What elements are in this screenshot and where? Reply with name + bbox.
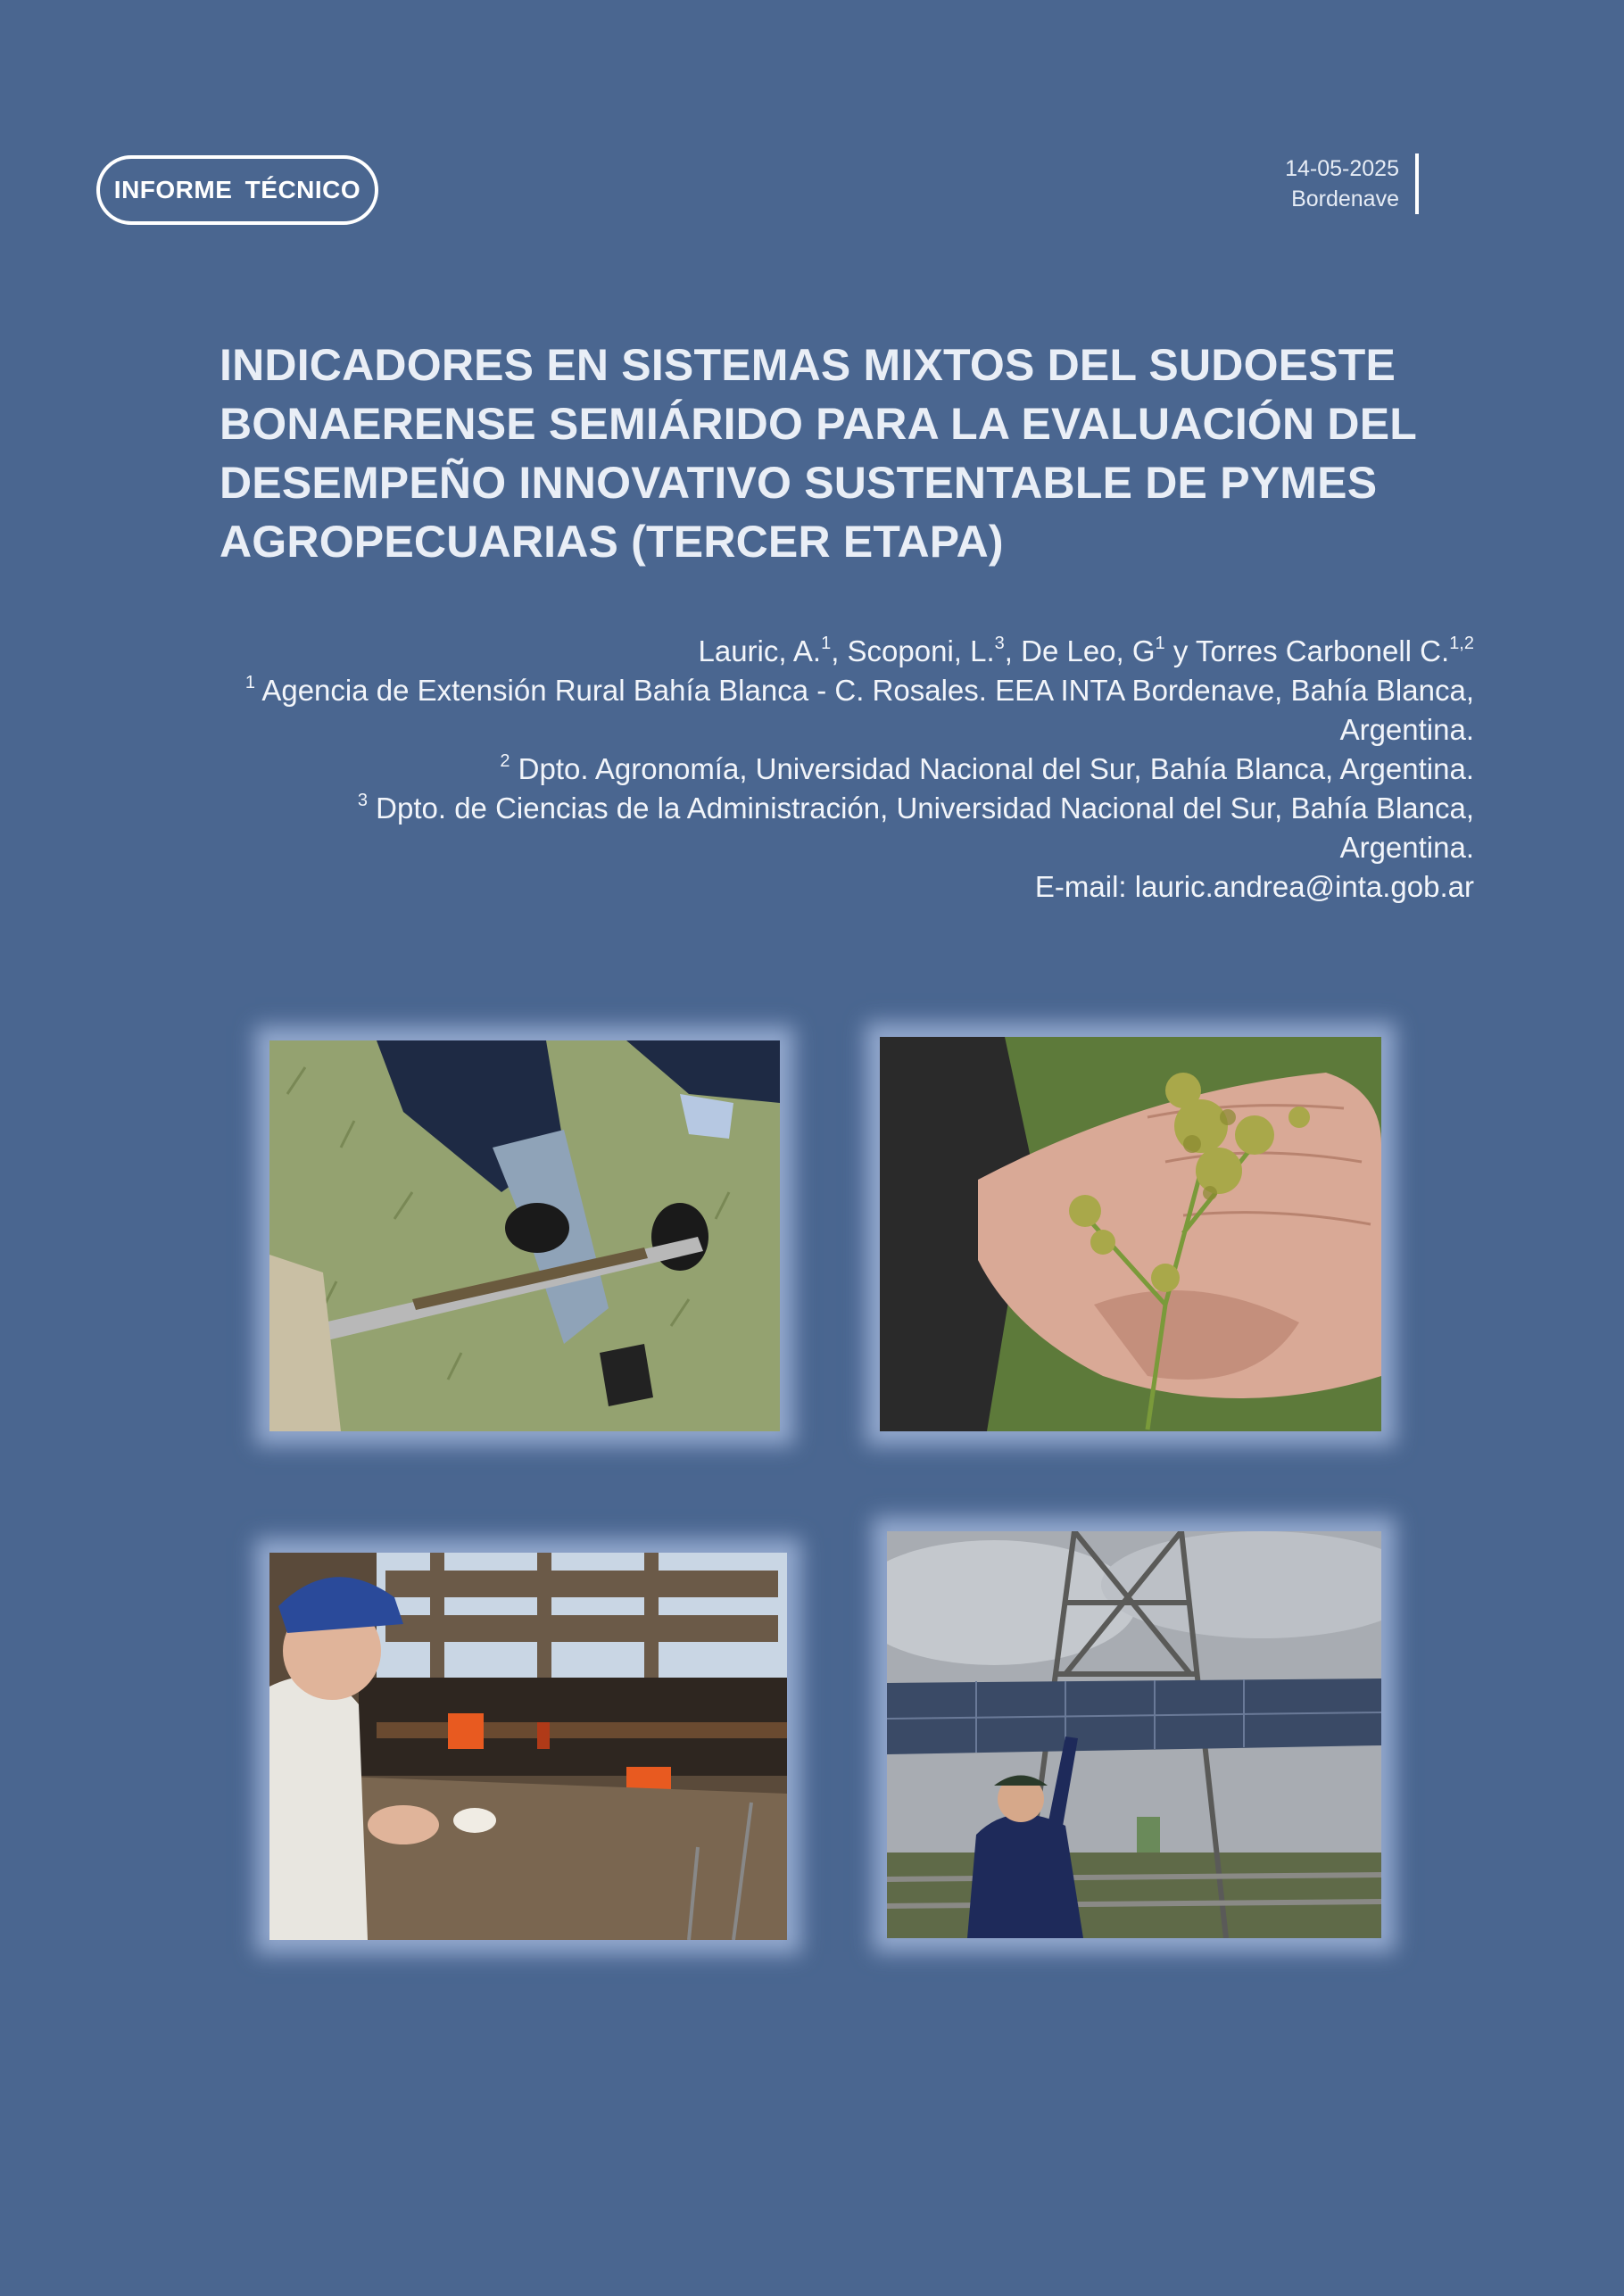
soil-sampling-illustration: [269, 1040, 780, 1431]
author-name: Lauric, A.: [698, 634, 822, 667]
author-affiliation-mark: 1: [821, 634, 832, 653]
photo-soil-sampling: [269, 1040, 780, 1431]
author-affiliation-mark: 1: [1155, 634, 1165, 653]
author-name: y Torres Carbonell C.: [1164, 634, 1450, 667]
affiliation-text: Dpto. Agronomía, Universidad Nacional del Sur, Bahía Blanca, Argentina.: [510, 752, 1474, 785]
photo-cattle-equipment: [269, 1553, 787, 1940]
affiliation-2: [225, 750, 1474, 789]
contact-email: E-mail: lauric.andrea@inta.gob.ar: [1034, 870, 1474, 903]
affiliation-mark: 3: [357, 791, 368, 810]
report-type-badge: INFORME TÉCNICO: [96, 155, 378, 225]
affiliation-text: Agencia de Extensión Rural Bahía Blanca - C. Rosales. EEA INTA Bordenave, Bahía Blanca, Argentina.: [254, 674, 1474, 746]
cattle-equipment-illustration: [269, 1553, 787, 1940]
photo-plant-in-hand: [880, 1037, 1381, 1431]
author-line: [225, 632, 1474, 671]
author-affiliation-mark: 1,2: [1449, 634, 1474, 653]
author-name: , Scoponi, L.: [831, 634, 995, 667]
affiliation-3: [225, 789, 1474, 867]
affiliation-1: [225, 671, 1474, 750]
date-location-block: [1285, 153, 1419, 214]
affiliation-mark: 2: [500, 751, 510, 771]
photo-solar-panel-windmill: [887, 1531, 1381, 1938]
authors-block: [225, 632, 1474, 907]
affiliation-text: Dpto. de Ciencias de la Administración, Universidad Nacional del Sur, Bahía Blanca, Argentina.: [367, 792, 1474, 864]
author-affiliation-mark: 3: [994, 634, 1005, 653]
plant-in-hand-illustration: [880, 1037, 1381, 1431]
solar-panel-windmill-illustration: [887, 1531, 1381, 1938]
document-title: INDICADORES EN SISTEMAS MIXTOS DEL SUDOESTE BONAERENSE SEMIÁRIDO PARA LA EVALUACIÓN DEL DESEMPEÑO INNOVATIVO SUSTENTABLE DE PYMES AGROPECUARIAS (TERCER ETAPA): [220, 340, 1417, 567]
affiliation-mark: 1: [244, 673, 255, 692]
author-name: , De Leo, G: [1004, 634, 1156, 667]
report-date: 14-05-2025: [1285, 156, 1399, 181]
report-location: Bordenave: [1291, 186, 1399, 211]
